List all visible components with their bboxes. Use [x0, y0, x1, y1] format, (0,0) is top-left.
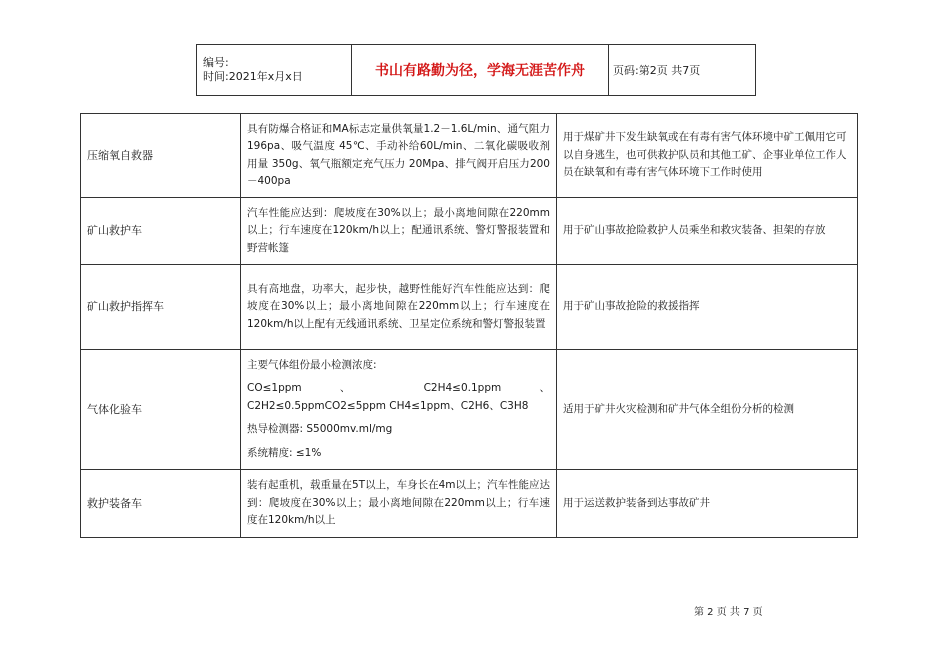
spec-line: 主要气体组份最小检测浓度: — [247, 358, 377, 371]
spec-line: 系统精度: ≤1% — [247, 446, 322, 459]
equipment-name: 矿山救护指挥车 — [81, 265, 241, 350]
equipment-use: 用于煤矿井下发生缺氧或在有毒有害气体环境中矿工佩用它可以自身逃生，也可供救护队员和其他工矿、企事业单位工作人员在缺氧和有毒有害气体环境下工作时使用 — [557, 114, 858, 198]
equipment-name: 救护装备车 — [81, 470, 241, 538]
equipment-name: 压缩氧自救器 — [81, 114, 241, 198]
number-label: 编号: — [203, 56, 229, 69]
equipment-use: 用于矿山事故抢险的救援指挥 — [557, 265, 858, 350]
equipment-name: 矿山救护车 — [81, 198, 241, 265]
header-table — [196, 44, 756, 96]
equipment-table — [80, 113, 858, 538]
table-row — [81, 265, 858, 350]
table-row — [81, 114, 858, 198]
page-info: 页码:第2页 共7页 — [609, 45, 756, 96]
equipment-use: 用于运送救护装备到达事故矿井 — [557, 470, 858, 538]
spec-line: 热导检测器: S5000mv.ml/mg — [247, 423, 393, 436]
page-footer: 第 2 页 共 7 页 — [694, 607, 763, 618]
spec-line: 汽车性能应达到：爬坡度在30%以上；最小离地间隙在220mm以上；行车速度在120km/h以上；配通讯系统、警灯警报装置和野营帐篷 — [247, 206, 550, 254]
spec-line: 装有起重机，载重量在5T以上，车身长在4m以上；汽车性能应达到：爬坡度在30%以上；最小离地间隙在220mm以上；行车速度在120km/h以上 — [247, 479, 551, 527]
table-row — [81, 198, 858, 265]
equipment-spec — [241, 350, 557, 470]
spec-line: 具有防爆合格证和MA标志定量供氧量1.2－1.6L/min、通气阻力 196pa、吸气温度 45℃、手动补给60L/min、二氧化碳吸收剂用量 350g、氧气瓶额定充气压力 20Mpa、排气阀开启压力200－400pa — [247, 122, 550, 187]
spec-line: 具有高地盘，功率大，起步快，越野性能好汽车性能应达到：爬坡度在30%以上；最小离地间隙在220mm以上；行车速度在120km/h以上配有无线通讯系统、卫星定位系统和警灯警报装置 — [247, 282, 550, 330]
equipment-spec — [241, 470, 557, 538]
equipment-spec — [241, 198, 557, 265]
equipment-use: 用于矿山事故抢险救护人员乘坐和救灾装备、担架的存放 — [557, 198, 858, 265]
header-meta — [197, 45, 352, 96]
time-label: 时间:2021年x月x日 — [203, 70, 303, 83]
equipment-name: 气体化验车 — [81, 350, 241, 470]
table-row — [81, 350, 858, 470]
motto: 书山有路勤为径，学海无涯苦作舟 — [352, 45, 609, 96]
equipment-spec — [241, 265, 557, 350]
equipment-use: 适用于矿井火灾检测和矿井气体全组份分析的检测 — [557, 350, 858, 470]
equipment-spec — [241, 114, 557, 198]
table-row — [81, 470, 858, 538]
spec-line: CO≤1ppm 、 C2H4≤0.1ppm 、 C2H2≤0.5ppmCO2≤5ppm CH4≤1ppm、C2H6、C3H8 — [247, 382, 550, 412]
